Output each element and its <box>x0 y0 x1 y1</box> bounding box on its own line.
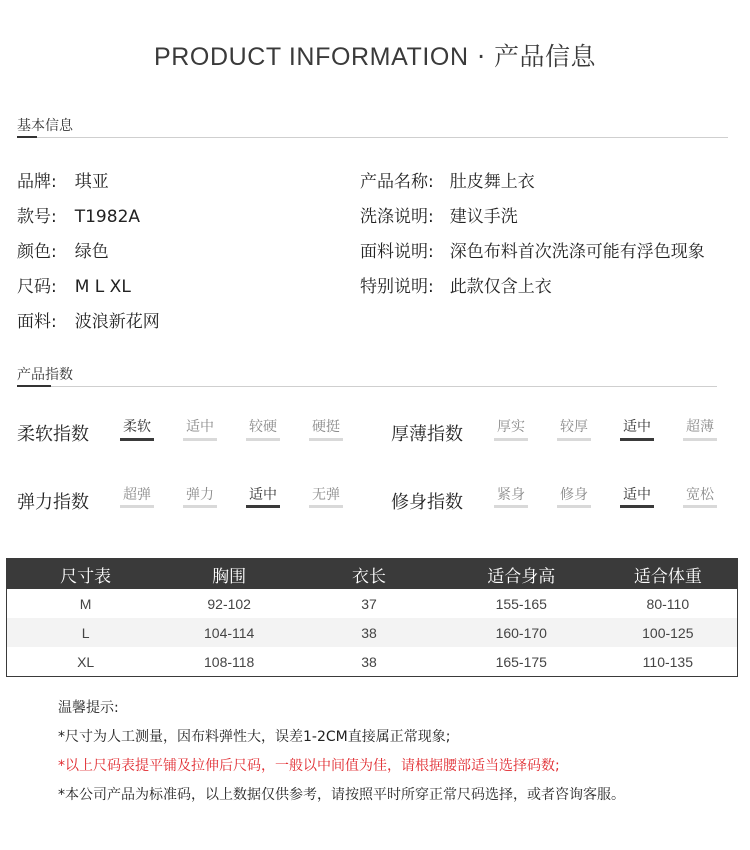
length-cell: 37 <box>361 595 377 612</box>
title-chinese: 产品信息 <box>493 42 596 71</box>
size-table-header-row <box>7 559 738 590</box>
size-table-header: 适合身高 <box>444 559 599 590</box>
size-table-header: 适合体重 <box>599 559 738 590</box>
thickness-option: 较厚 <box>560 419 588 435</box>
info-label: 产品名称: <box>360 172 434 192</box>
info-value: 绿色 <box>74 242 109 262</box>
info-special-note <box>360 272 552 297</box>
table-row <box>7 589 738 618</box>
info-style-number <box>17 202 140 227</box>
fit-option: 宽松 <box>686 487 714 503</box>
page-title <box>0 37 750 73</box>
softness-option: 较硬 <box>249 419 277 435</box>
softness-option-bar <box>246 438 280 441</box>
info-value: 琪亚 <box>74 172 109 192</box>
info-brand <box>17 167 109 192</box>
fit-option: 适中 <box>623 487 651 503</box>
elasticity-option: 适中 <box>249 487 277 503</box>
info-value: 深色布料首次洗涤可能有浮色现象 <box>449 242 705 262</box>
info-value: 此款仅含上衣 <box>449 277 552 297</box>
softness-option-bar <box>309 438 343 441</box>
softness-option: 适中 <box>186 419 214 435</box>
softness-option: 硬挺 <box>312 419 340 435</box>
softness-option: 柔软 <box>123 419 151 435</box>
fit-option: 紧身 <box>497 487 525 503</box>
chest-cell: 104-114 <box>164 618 294 647</box>
info-label: 特别说明: <box>360 277 434 297</box>
info-label: 品牌: <box>17 172 57 192</box>
info-value: 波浪新花网 <box>74 312 160 332</box>
info-label: 面料说明: <box>360 242 434 262</box>
thickness-option: 超薄 <box>686 419 714 435</box>
thickness-option: 厚实 <box>497 419 525 435</box>
info-label: 面料: <box>17 312 57 332</box>
size-cell: L <box>7 618 165 647</box>
info-label: 款号: <box>17 207 57 227</box>
index-underline <box>17 385 51 387</box>
basic-info-divider <box>17 137 728 138</box>
elasticity-index-title: 弹力指数 <box>17 492 89 513</box>
title-separator: · <box>477 42 486 71</box>
elasticity-option: 无弹 <box>312 487 340 503</box>
weight-cell: 100-125 <box>599 618 738 647</box>
table-row <box>7 618 738 647</box>
tip-line: *尺寸为人工测量，因布料弹性大，误差1-2CM直接属正常现象; <box>58 729 451 745</box>
elasticity-option: 弹力 <box>186 487 214 503</box>
size-table <box>6 558 738 677</box>
length-cell: 38 <box>361 653 377 670</box>
height-cell: 165-175 <box>495 653 547 670</box>
size-table-header: 尺寸表 <box>7 559 165 590</box>
fit-option-bar <box>557 505 591 508</box>
info-product-name <box>360 167 535 192</box>
elasticity-option: 超弹 <box>123 487 151 503</box>
index-divider <box>17 386 717 387</box>
weight-cell: 110-135 <box>642 653 693 670</box>
size-cell: M <box>79 595 92 612</box>
fit-option-bar <box>683 505 717 508</box>
elasticity-option-bar <box>309 505 343 508</box>
elasticity-option-bar-selected <box>246 505 280 508</box>
thickness-index-title: 厚薄指数 <box>391 424 463 445</box>
thickness-option: 适中 <box>623 419 651 435</box>
chest-cell: 108-118 <box>204 653 255 670</box>
length-cell: 38 <box>294 618 444 647</box>
info-fabric <box>17 307 160 332</box>
basic-info-underline <box>17 136 37 138</box>
tip-line-warning: *以上尺码表提平铺及拉伸后尺码，一般以中间值为佳，请根据腰部适当选择码数; <box>58 758 560 774</box>
info-label: 颜色: <box>17 242 57 262</box>
index-heading: 产品指数 <box>17 367 73 383</box>
tip-line: *本公司产品为标准码，以上数据仅供参考，请按照平时所穿正常尺码选择，或者咨询客服。 <box>58 787 625 803</box>
height-cell: 155-165 <box>495 595 547 612</box>
info-color <box>17 237 109 262</box>
fit-option-bar-selected <box>620 505 654 508</box>
chest-cell: 92-102 <box>207 595 251 612</box>
elasticity-option-bar <box>120 505 154 508</box>
thickness-option-bar <box>683 438 717 441</box>
info-value: 建议手洗 <box>449 207 518 227</box>
fit-option-bar <box>494 505 528 508</box>
height-cell: 160-170 <box>444 618 599 647</box>
size-table-header: 衣长 <box>294 559 444 590</box>
info-washing <box>360 202 518 227</box>
tips-heading: 温馨提示: <box>58 700 119 716</box>
info-fabric-note <box>360 237 705 262</box>
info-value: T1982A <box>74 207 141 227</box>
elasticity-option-bar <box>183 505 217 508</box>
info-value: 肚皮舞上衣 <box>449 172 535 192</box>
basic-info-heading: 基本信息 <box>17 118 73 134</box>
info-label: 洗涤说明: <box>360 207 434 227</box>
softness-option-bar <box>183 438 217 441</box>
info-value: M L XL <box>74 277 131 297</box>
weight-cell: 80-110 <box>646 595 690 612</box>
info-label: 尺码: <box>17 277 57 297</box>
fit-option: 修身 <box>560 487 588 503</box>
thickness-option-bar-selected <box>620 438 654 441</box>
table-row <box>7 647 738 677</box>
fit-index-title: 修身指数 <box>391 492 463 513</box>
softness-index-title: 柔软指数 <box>17 424 89 445</box>
size-cell: XL <box>77 653 95 670</box>
softness-option-bar-selected <box>120 438 154 441</box>
size-table-header: 胸围 <box>164 559 294 590</box>
title-english: PRODUCT INFORMATION <box>153 43 469 71</box>
thickness-option-bar <box>494 438 528 441</box>
info-size <box>17 272 131 297</box>
thickness-option-bar <box>557 438 591 441</box>
